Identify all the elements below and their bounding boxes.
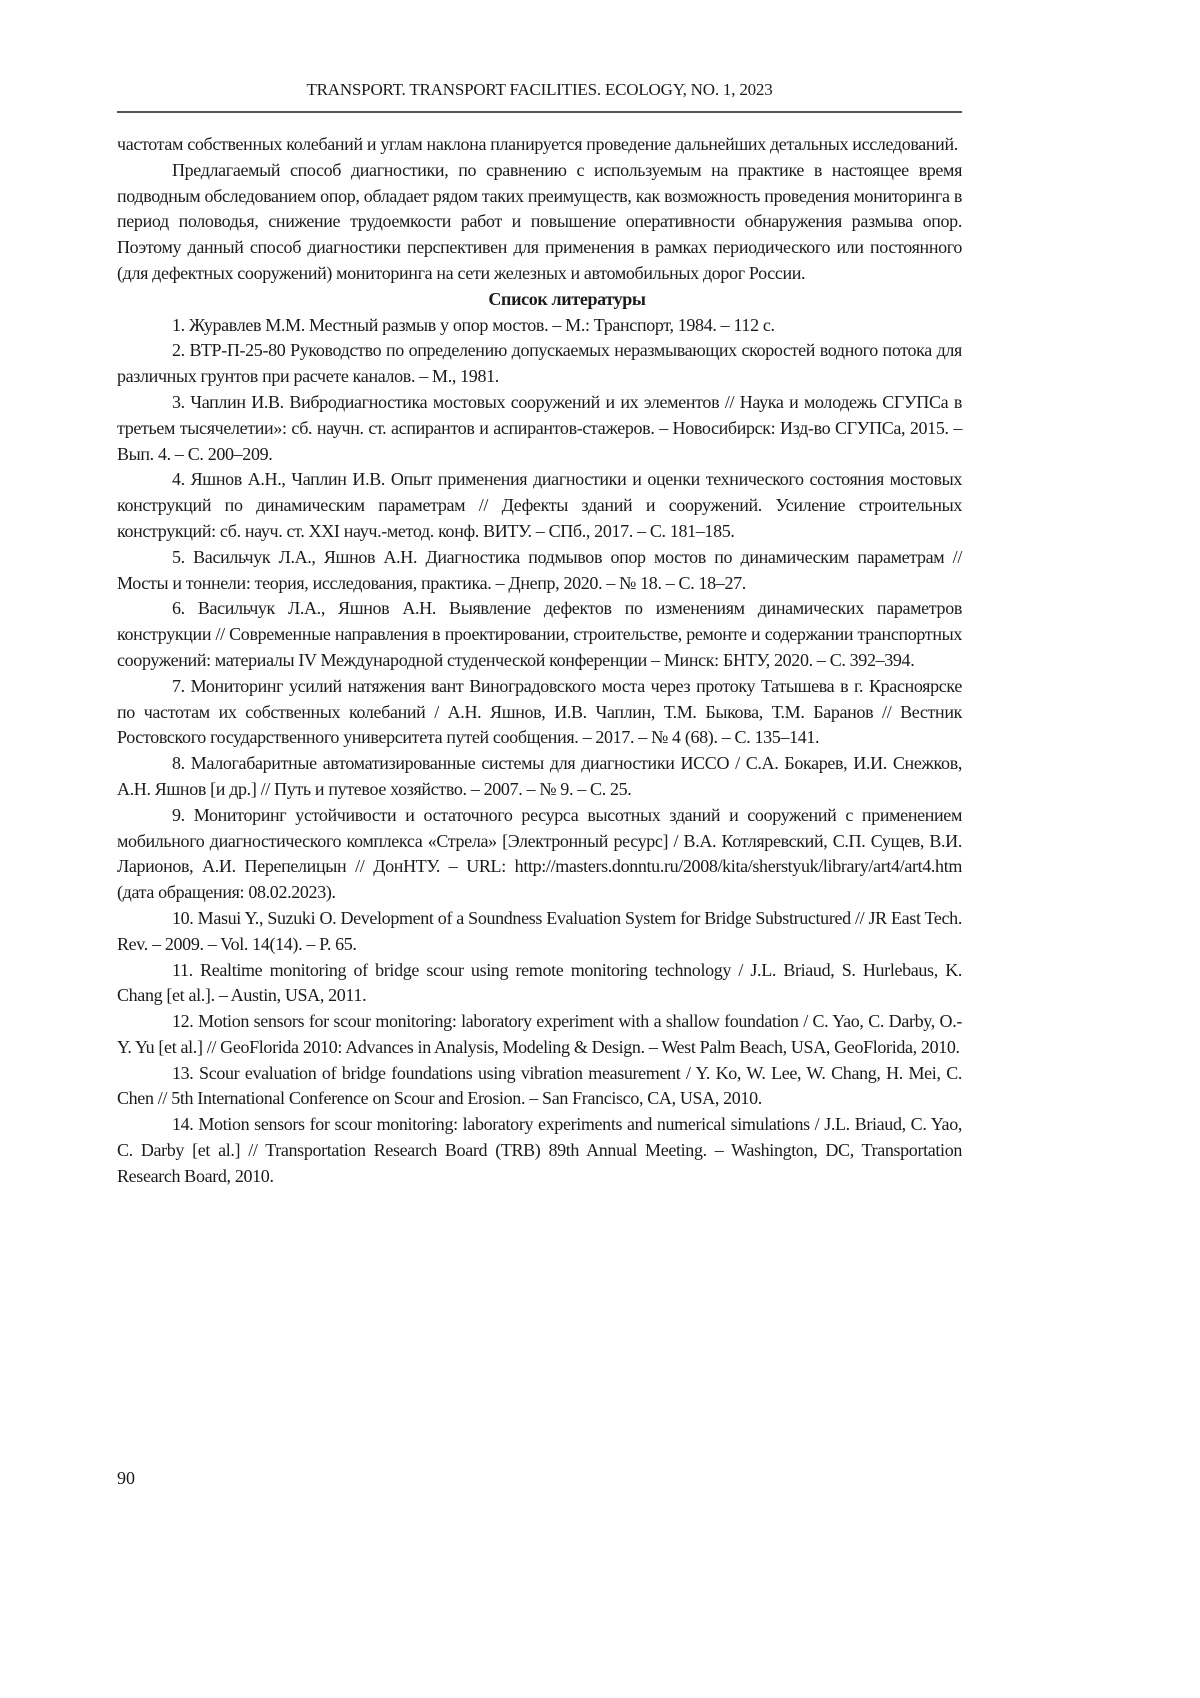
reference-item: 8. Малогабаритные автоматизированные системы для диагностики ИССО / С.А. Бокарев, И.И. Снежков, А.Н. Яшнов [и др.] // Путь и путевое хозяйство. – 2007. – № 9. – С. 25. (117, 753, 962, 799)
references-heading: Список литературы (488, 288, 646, 309)
page-number: 90 (117, 1468, 135, 1488)
reference-item: 14. Motion sensors for scour monitoring: laboratory experiments and numerical simulations / J.L. Briaud, C. Yao, C. Darby [et al.] // Transportation Research Board (TRB) 89th Annual Meeting. – Washington, DC, Transportation Research Board, 2010. (117, 1114, 962, 1186)
header-rule (117, 111, 962, 113)
reference-item: 10. Masui Y., Suzuki O. Development of a Soundness Evaluation System for Bridge Substructured // JR East Tech. Rev. – 2009. – Vol. 14(14). – P. 65. (117, 907, 962, 954)
reference-item: 4. Яшнов А.Н., Чаплин И.В. Опыт применения диагностики и оценки технического состояния мостовых конструкций по динамическим параметрам // Дефекты зданий и сооружений. Усиление строительных конструкций: сб. науч. ст. XXI науч.-метод. конф. ВИТУ. – СПб., 2017. – С. 181–185. (117, 469, 962, 541)
paragraph: Предлагаемый способ диагностики, по сравнению с используемым на практике в настоящее время подводным обследованием опор, обладает рядом таких преимуществ, как возможность проведения мониторинга в период половодья, снижение трудоемкости работ и повышение оперативности обнаружения размыва опор. Поэтому данный способ диагностики перспективен для применения в рамках периодического или постоянного (для дефектных сооружений) мониторинга на сети железных и автомобильных дорог России. (117, 159, 962, 283)
reference-item: 11. Realtime monitoring of bridge scour using remote monitoring technology / J.L. Briaud, S. Hurlebaus, K. Chang [et al.]. – Austin, USA, 2011. (117, 959, 962, 1006)
reference-item: 2. ВТР-П-25-80 Руководство по определению допускаемых неразмывающих скоростей водного потока для различных грунтов при расчете каналов. – М., 1981. (117, 340, 962, 387)
reference-item: 7. Мониторинг усилий натяжения вант Виноградовского моста через протоку Татышева в г. Красноярске по частотам их собственных колебаний / А.Н. Яшнов, И.В. Чаплин, Т.М. Быкова, Т.М. Баранов // Вестник Ростовского государственного университета путей сообщения. – 2017. – № 4 (68). – С. 135–141. (117, 675, 962, 748)
running-header: TRANSPORT. TRANSPORT FACILITIES. ECOLOGY, NO. 1, 2023 (306, 80, 773, 99)
reference-item: 9. Мониторинг устойчивости и остаточного ресурса высотных зданий и сооружений с применением мобильного диагностического комплекса «Стрела» [Электронный ресурс] / В.А. Котляревский, С.П. Сущев, В.И. Ларионов, А.И. Перепелицын // ДонНТУ. – URL: http://masters.donntu.ru/2008/kita/sherstyuk/library/art4/art4.htm (дата обращения: 08.02.2023). (117, 804, 962, 903)
references-list (117, 313, 962, 1190)
page-body (117, 132, 962, 1190)
reference-item: 6. Васильчук Л.А., Яшнов А.Н. Выявление дефектов по изменениям динамических параметров конструкции // Современные направления в проектировании, строительстве, ремонте и содержании транспортных сооружений: материалы IV Международной студенческой конференции – Минск: БНТУ, 2020. – С. 392–394. (117, 598, 962, 670)
reference-item: 12. Motion sensors for scour monitoring: laboratory experiment with a shallow foundation / C. Yao, C. Darby, O.-Y. Yu [et al.] // GeoFlorida 2010: Advances in Analysis, Modeling & Design. – West Palm Beach, USA, GeoFlorida, 2010. (117, 1011, 962, 1057)
reference-item: 5. Васильчук Л.А., Яшнов А.Н. Диагностика подмывов опор мостов по динамическим параметрам // Мосты и тоннели: теория, исследования, практика. – Днепр, 2020. – № 18. – С. 18–27. (117, 546, 962, 593)
paragraph: частотам собственных колебаний и углам наклона планируется проведение дальнейших детальных исследований. (117, 134, 958, 154)
reference-item: 13. Scour evaluation of bridge foundations using vibration measurement / Y. Ko, W. Lee, W. Chang, H. Mei, C. Chen // 5th International Conference on Scour and Erosion. – San Francisco, CA, USA, 2010. (117, 1062, 962, 1109)
reference-item: 3. Чаплин И.В. Вибродиагностика мостовых сооружений и их элементов // Наука и молодежь СГУПСа в третьем тысячелетии»: сб. научн. ст. аспирантов и аспирантов-стажеров. – Новосибирск: Изд-во СГУПСа, 2015. – Вып. 4. – С. 200–209. (117, 391, 962, 464)
reference-item: 1. Журавлев М.М. Местный размыв у опор мостов. – М.: Транспорт, 1984. – 112 с. (172, 314, 775, 335)
